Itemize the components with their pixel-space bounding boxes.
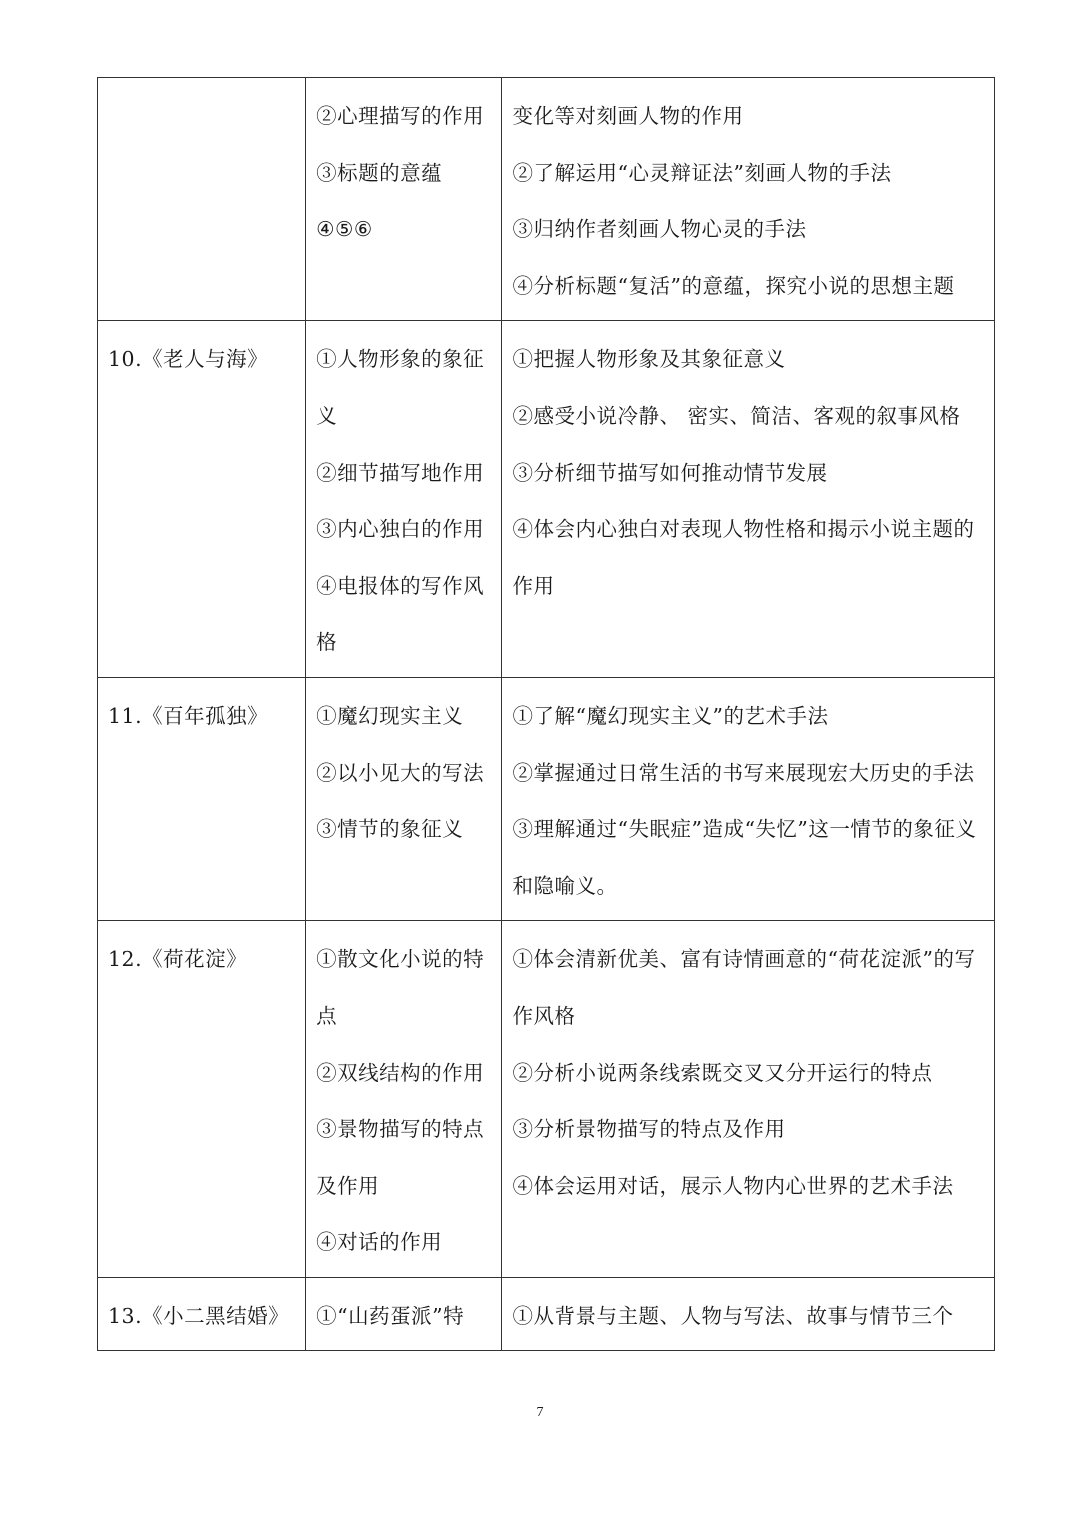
work-title-cell — [98, 321, 306, 678]
learning-goal: ③分析景物描写的特点及作用 — [512, 1117, 786, 1142]
learning-goal: ①体会清新优美、富有诗情画意的“荷花淀派”的写作风格 — [512, 947, 976, 1028]
learning-goal: ①了解“魔幻现实主义”的艺术手法 — [512, 703, 829, 728]
key-point: ③内心独白的作用 — [316, 517, 485, 542]
key-points-cell — [306, 78, 502, 321]
learning-goal: ①从背景与主题、人物与写法、故事与情节三个 — [512, 1303, 954, 1328]
learning-goal: ②掌握通过日常生活的书写来展现宏大历史的手法 — [512, 760, 975, 785]
work-title-cell — [98, 677, 306, 920]
content-table — [97, 77, 995, 1351]
learning-goals-cell — [502, 1277, 995, 1351]
work-title-cell — [98, 1277, 306, 1351]
key-point: ①人物形象的象征义 — [316, 347, 485, 428]
learning-goal: ④体会内心独白对表现人物性格和揭示小说主题的作用 — [512, 517, 975, 598]
table-row — [98, 677, 995, 920]
key-point: ④⑤⑥ — [316, 217, 373, 242]
learning-goal: ①把握人物形象及其象征意义 — [512, 347, 786, 372]
learning-goal: ③分析细节描写如何推动情节发展 — [512, 460, 828, 485]
key-point: ②细节描写地作用 — [316, 460, 485, 485]
learning-goal: ④体会运用对话，展示人物内心世界的艺术手法 — [512, 1173, 954, 1198]
work-title: 13.《小二黑结婚》 — [108, 1303, 290, 1328]
key-points-cell — [306, 921, 502, 1278]
table-row — [98, 78, 995, 321]
work-title: 10.《老人与海》 — [108, 347, 269, 372]
work-title: 11.《百年孤独》 — [108, 703, 269, 728]
key-point: ①散文化小说的特点 — [316, 947, 485, 1028]
key-point: ③情节的象征义 — [316, 817, 464, 842]
learning-goal: ④分析标题“复活”的意蕴，探究小说的思想主题 — [512, 273, 955, 298]
key-point: ③景物描写的特点及作用 — [316, 1117, 485, 1198]
learning-goal: ②了解运用“心灵辩证法”刻画人物的手法 — [512, 160, 892, 185]
key-point: ④对话的作用 — [316, 1230, 443, 1255]
learning-goal: ③理解通过“失眠症”造成“失忆”这一情节的象征义和隐喻义。 — [512, 817, 977, 898]
work-title-cell — [98, 921, 306, 1278]
key-point: ①魔幻现实主义 — [316, 703, 464, 728]
table-row — [98, 921, 995, 1278]
key-point: ①“山药蛋派”特 — [316, 1303, 465, 1328]
learning-goals-cell — [502, 78, 995, 321]
key-points-cell — [306, 321, 502, 678]
learning-goals-cell — [502, 321, 995, 678]
learning-goal: ②分析小说两条线索既交叉又分开运行的特点 — [512, 1060, 933, 1085]
key-points-cell — [306, 677, 502, 920]
learning-goal: 变化等对刻画人物的作用 — [512, 104, 744, 128]
page-number: 7 — [536, 1405, 544, 1420]
table-row — [98, 321, 995, 678]
learning-goals-cell — [502, 677, 995, 920]
work-title: 12.《荷花淀》 — [108, 947, 248, 972]
learning-goal: ②感受小说冷静、 密实、简洁、客观的叙事风格 — [512, 403, 961, 428]
key-point: ②以小见大的写法 — [316, 760, 485, 785]
learning-goals-cell — [502, 921, 995, 1278]
key-point: ②双线结构的作用 — [316, 1060, 485, 1085]
key-point: ③标题的意蕴 — [316, 160, 443, 185]
key-point: ④电报体的写作风格 — [316, 573, 485, 655]
key-points-cell — [306, 1277, 502, 1351]
table-body — [98, 78, 995, 1351]
key-point: ②心理描写的作用 — [316, 104, 485, 128]
learning-goal: ③归纳作者刻画人物心灵的手法 — [512, 217, 807, 242]
table-row — [98, 1277, 995, 1351]
work-title-cell — [98, 78, 306, 321]
